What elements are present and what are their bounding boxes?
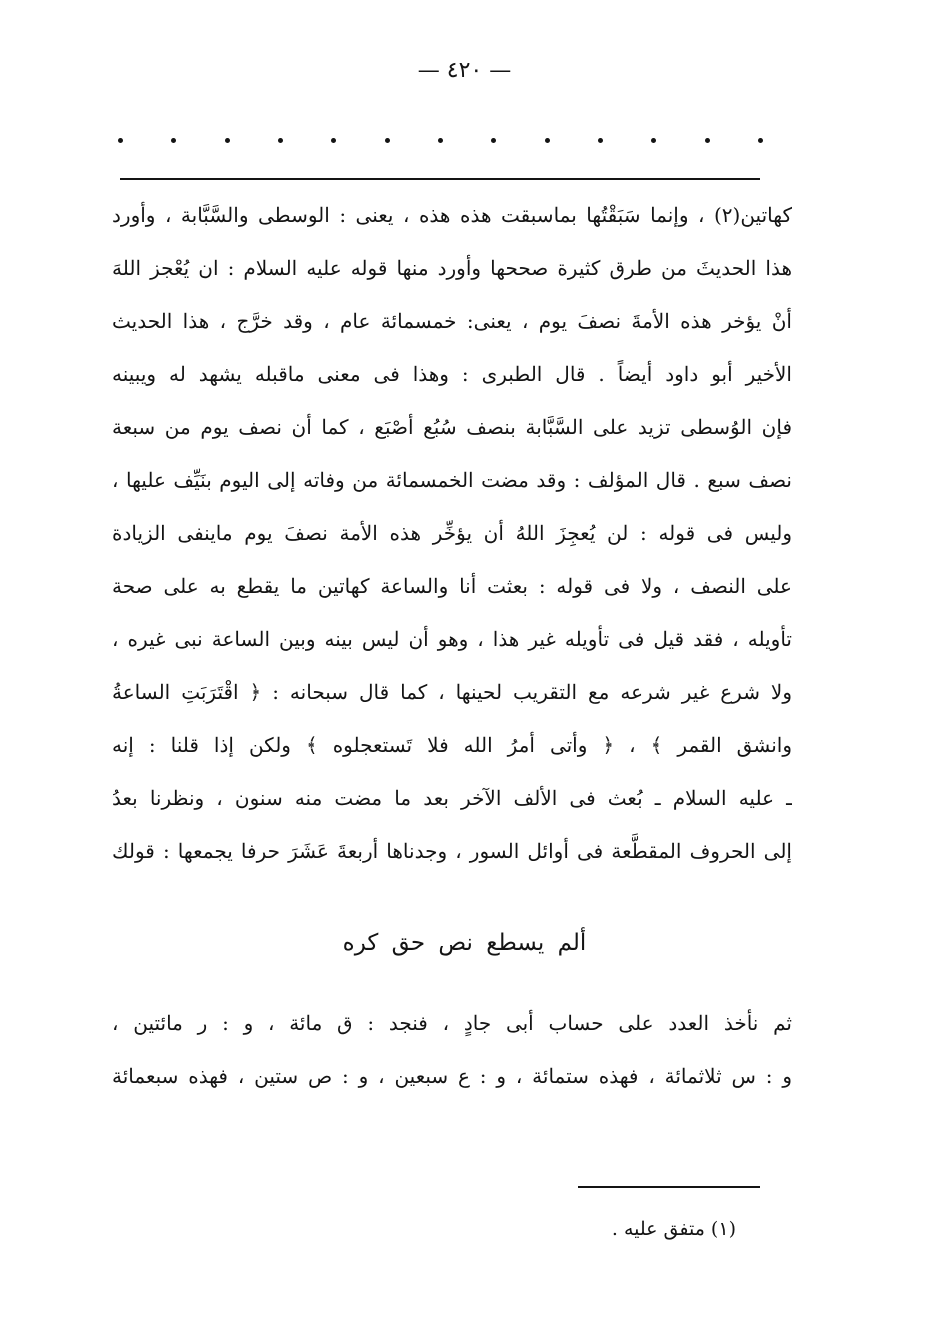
dot bbox=[651, 138, 656, 143]
body-text-continued bbox=[112, 1000, 792, 1106]
footnote: (١) متفق عليه . bbox=[611, 1218, 736, 1240]
dot bbox=[118, 138, 123, 143]
header-rule bbox=[120, 178, 760, 180]
text-line: على النصف ، ولا فى قوله : بعثت أنا والساعة كهاتين ما يقطع به على صحة bbox=[112, 574, 792, 598]
text-line: و : س ثلاثمائة ، فهذه ستمائة ، و : ع سبعين ، و : ص ستين ، فهذه سبعمائة bbox=[112, 1064, 792, 1088]
dot bbox=[385, 138, 390, 143]
text-line: وانشق القمر ﴾ ، ﴿ وأتى أمرُ الله فلا تَستعجلوه ﴾ ولكن إذا قلنا : إنه bbox=[112, 733, 792, 757]
text-line: فإن الوُسطى تزيد على السَّبَّابة بنصف سُبُع أصْبَع ، كما أن نصف يوم من سبعة bbox=[112, 415, 792, 439]
dot bbox=[758, 138, 763, 143]
centered-phrase: ألم يسطع نص حق كره bbox=[342, 930, 587, 956]
body-text bbox=[112, 192, 792, 881]
dot bbox=[438, 138, 443, 143]
dot bbox=[331, 138, 336, 143]
text-line: أنْ يؤخر هذه الأمةَ نصفَ يوم ، يعنى: خمسمائة عام ، وقد خرَّج ، هذا الحديث bbox=[112, 309, 792, 333]
text-line: تأويله ، فقد قيل فى تأويله غير هذا ، وهو أن ليس بينه وبين الساعة نبى غيره ، bbox=[112, 627, 792, 651]
text-line: نصف سبع . قال المؤلف : وقد مضت الخمسمائة من وفاته إلى اليوم بنَيِّف عليها ، bbox=[112, 468, 792, 492]
text-line: ـ عليه السلام ـ بُعث فى الألف الآخر بعد ما مضت منه سنون ، ونظرنا بعدُ bbox=[112, 786, 792, 810]
dot bbox=[545, 138, 550, 143]
footnote-rule bbox=[578, 1186, 760, 1188]
dot bbox=[171, 138, 176, 143]
dot bbox=[598, 138, 603, 143]
text-line: كهاتين(٢) ، وإنما سَبَقْتُها بماسبقت هذه هذه ، يعنى : الوسطى والسَّبَّابة ، وأورد bbox=[112, 203, 792, 227]
dot bbox=[491, 138, 496, 143]
text-line: ولا شرع غير شرعه مع التقريب لحينها ، كما قال سبحانه : ﴿ اقْتَرَبَتِ الساعةُ bbox=[112, 680, 792, 704]
decorative-dots bbox=[118, 138, 763, 143]
page-number: — ٤٢٠ — bbox=[417, 58, 512, 83]
dot bbox=[278, 138, 283, 143]
text-line: وليس فى قوله : لن يُعجِزَ اللهُ أن يؤخِّر هذه الأمة نصفَ يوم ماينفى الزيادة bbox=[112, 521, 792, 545]
dot bbox=[225, 138, 230, 143]
text-line: الأخير أبو داود أيضاً . قال الطبرى : وهذا فى معنى ماقبله يشهد له ويبينه bbox=[112, 362, 792, 386]
text-line: ثم نأخذ العدد على حساب أبى جادٍ ، فنجد : ق مائة ، و : ر مائتين ، bbox=[112, 1011, 792, 1035]
text-line: هذا الحديثَ من طرق كثيرة صححها وأورد منها قوله عليه السلام : ان يُعْجز اللهَ bbox=[112, 256, 792, 280]
text-line: إلى الحروف المقطَّعة فى أوائل السور ، وجدناها أربعةَ عَشَرَ حرفا يجمعها : قولك bbox=[112, 839, 792, 863]
dot bbox=[705, 138, 710, 143]
